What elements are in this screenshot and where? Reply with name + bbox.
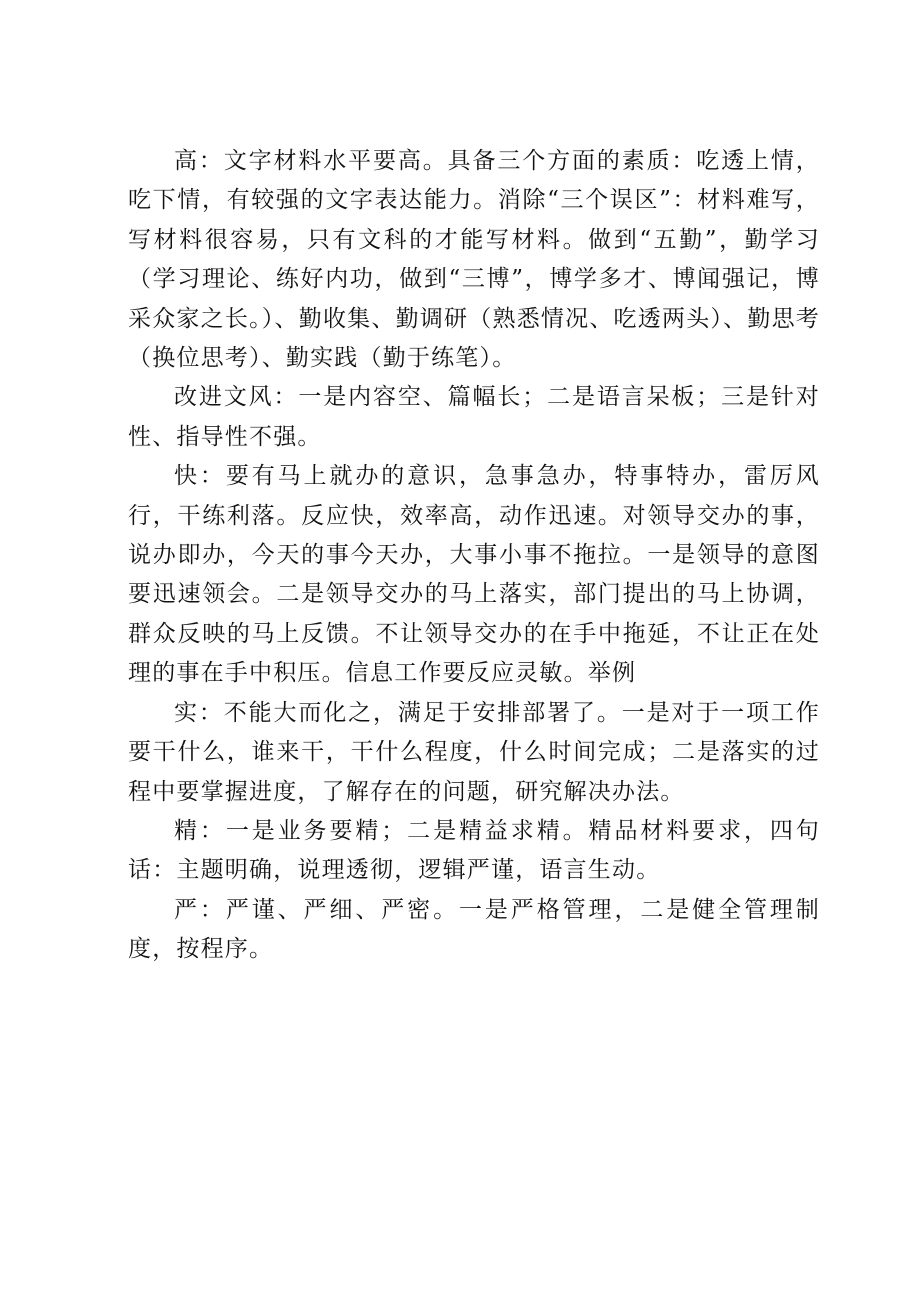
document-body (128, 142, 820, 970)
paragraph-shi: 实：不能大而化之，满足于安排部署了。一是对于一项工作要干什么，谁来干，干什么程度，什么时间完成；二是落实的过程中要掌握进度，了解存在的问题，研究解决办法。 (128, 699, 820, 805)
paragraph-kuai: 快：要有马上就办的意识，急事急办，特事特办，雷厉风行，干练利落。反应快，效率高，动作迅速。对领导交办的事，说办即办，今天的事今天办，大事小事不拖拉。一是领导的意图要迅速领会。二是领导交办的马上落实，部门提出的马上协调，群众反映的马上反馈。不让领导交办的在手中拖延，不让正在处理的事在手中积压。信息工作要反应灵敏。举例 (128, 463, 820, 687)
paragraph-wenfeng: 改进文风：一是内容空、篇幅长；二是语言呆板；三是针对性、指导性不强。 (128, 384, 820, 450)
paragraph-jing: 精：一是业务要精；二是精益求精。精品材料要求，四句话：主题明确，说理透彻，逻辑严谨，语言生动。 (128, 817, 820, 884)
paragraph-yan: 严：严谨、严细、严密。一是严格管理，二是健全管理制度，按程序。 (128, 896, 820, 963)
paragraph-gao: 高：文字材料水平要高。具备三个方面的素质：吃透上情，吃下情，有较强的文字表达能力。消除“三个误区”：材料难写，写材料很容易，只有文科的才能写材料。做到“五勤”，勤学习（学习理论、练好内功，做到“三博”，博学多才、博闻强记，博采众家之长。）、勤收集、勤调研（熟悉情况、吃透两头）、勤思考（换位思考）、勤实践（勤于练笔）。 (128, 148, 820, 372)
